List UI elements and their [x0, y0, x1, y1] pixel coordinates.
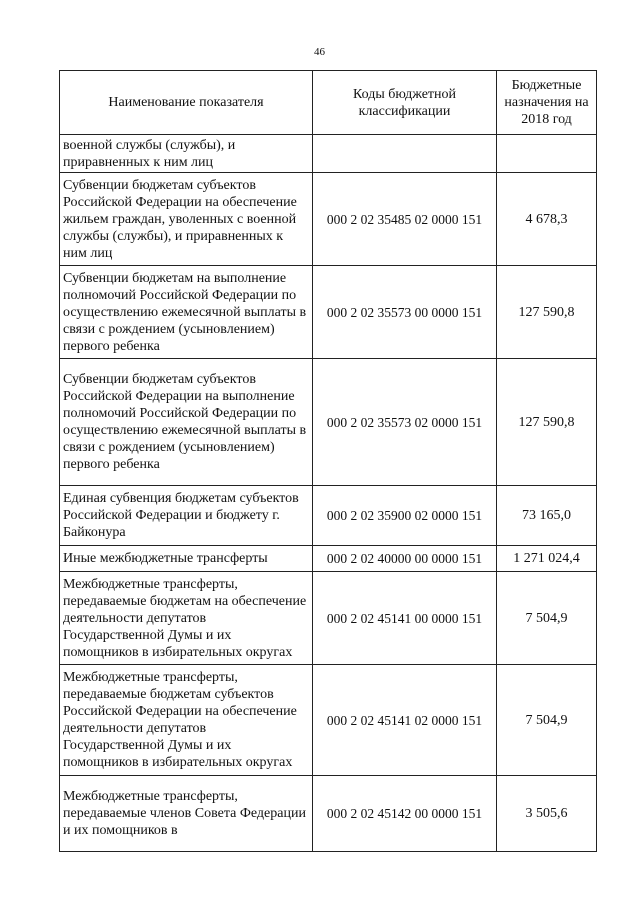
- row-amount: 7 504,9: [497, 665, 597, 776]
- row-code: 000 2 02 45142 00 0000 151: [313, 776, 497, 852]
- table-row: [60, 359, 597, 486]
- table-row: [60, 135, 597, 173]
- row-name: Межбюджетные трансферты, передаваемые бюджетам на обеспечение деятельности депутатов Государственной Думы и их помощников в избирательных округах: [60, 572, 313, 665]
- header-amount: Бюджетные назначения на 2018 год: [497, 71, 597, 135]
- table-row: [60, 173, 597, 266]
- row-amount: 3 505,6: [497, 776, 597, 852]
- row-code: 000 2 02 35573 00 0000 151: [313, 266, 497, 359]
- table-row: [60, 486, 597, 546]
- table-row: [60, 572, 597, 665]
- row-code: 000 2 02 40000 00 0000 151: [313, 546, 497, 572]
- row-name: Субвенции бюджетам субъектов Российской Федерации на выполнение полномочий Российской Федерации по осуществлению ежемесячной выплаты в связи с рождением (усыновлением) первого ребенка: [60, 359, 313, 486]
- row-name: Субвенции бюджетам субъектов Российской Федерации на обеспечение жильем граждан, уволенных с военной службы (службы), и приравненных к ним лиц: [60, 173, 313, 266]
- table-row: [60, 546, 597, 572]
- row-amount: [497, 135, 597, 173]
- table-row: [60, 665, 597, 776]
- row-code: 000 2 02 45141 02 0000 151: [313, 665, 497, 776]
- row-amount: 73 165,0: [497, 486, 597, 546]
- row-code: 000 2 02 45141 00 0000 151: [313, 572, 497, 665]
- row-amount: 4 678,3: [497, 173, 597, 266]
- row-name: Субвенции бюджетам на выполнение полномочий Российской Федерации по осуществлению ежемесячной выплаты в связи с рождением (усыновлением) первого ребенка: [60, 266, 313, 359]
- table-row: [60, 266, 597, 359]
- table-row: [60, 776, 597, 852]
- row-code: [313, 135, 497, 173]
- row-amount: 127 590,8: [497, 266, 597, 359]
- row-name: Межбюджетные трансферты, передаваемые членов Совета Федерации и их помощников в: [60, 776, 313, 852]
- row-name: Единая субвенция бюджетам субъектов Российской Федерации и бюджету г. Байконура: [60, 486, 313, 546]
- row-code: 000 2 02 35900 02 0000 151: [313, 486, 497, 546]
- row-amount: 1 271 024,4: [497, 546, 597, 572]
- header-name: Наименование показателя: [60, 71, 313, 135]
- header-code: Коды бюджетной классификации: [313, 71, 497, 135]
- budget-table: [59, 70, 597, 852]
- table-header-row: [60, 71, 597, 135]
- page-number: 46: [314, 46, 325, 58]
- row-name: Иные межбюджетные трансферты: [60, 546, 313, 572]
- row-code: 000 2 02 35485 02 0000 151: [313, 173, 497, 266]
- row-name: военной службы (службы), и приравненных к ним лиц: [60, 135, 313, 173]
- row-amount: 7 504,9: [497, 572, 597, 665]
- row-amount: 127 590,8: [497, 359, 597, 486]
- row-name: Межбюджетные трансферты, передаваемые бюджетам субъектов Российской Федерации на обеспечение деятельности депутатов Государственной Думы и их помощников в избирательных округах: [60, 665, 313, 776]
- row-code: 000 2 02 35573 02 0000 151: [313, 359, 497, 486]
